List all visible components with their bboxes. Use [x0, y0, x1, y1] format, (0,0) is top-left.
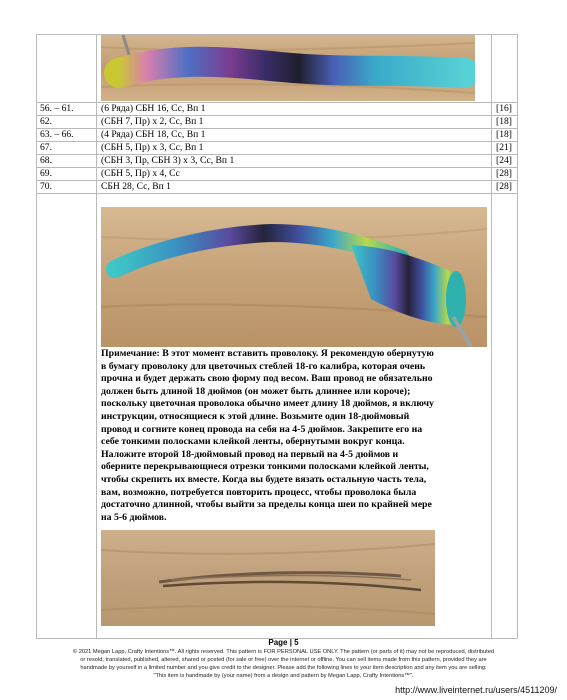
photo-crochet-neck [101, 207, 487, 347]
photo-wire [101, 530, 435, 626]
row-number: 70. [40, 181, 52, 192]
stitch-count: [18] [496, 129, 512, 140]
row-instruction: (СБН 5, Пр) х 4, Сс [101, 168, 180, 179]
row-number: 62. [40, 116, 52, 127]
row-instruction: СБН 28, Сс, Вп 1 [101, 181, 171, 192]
note-line: оберните перекрывающиеся отрезки тонкими полосками клейкой ленты, [101, 461, 429, 473]
row-instruction: (4 Ряда) СБН 18, Сс, Вп 1 [101, 129, 206, 140]
stitch-count: [18] [496, 116, 512, 127]
note-line: Наложите второй 18-дюймовый провод на первый на 4-5 дюймов и [101, 448, 399, 460]
table-col-divider [491, 34, 492, 638]
table-border-left [36, 34, 37, 638]
footer-line: or resold, translated, published, altered, shared or posted (for sale or free) over the internet or offline. You can sell items made from this pattern, provided they are [80, 657, 487, 663]
watermark-url: http://www.liveinternet.ru/users/4511209/ [395, 685, 557, 695]
row-instruction: (6 Ряда) СБН 16, Сс, Вп 1 [101, 103, 206, 114]
note-line: достаточно длинной, чтобы выйти за пределы конца шеи по крайней мере [101, 499, 432, 511]
footer-line: © 2021 Megan Lapp, Crafty Intentions™. All rights reserved. This pattern is FOR PERSONAL USE ONLY. The pattern (or parts of it) may not be reproduced, distributed [72, 649, 495, 655]
note-line: прочна и будет держать свою форму под весом. Ваш провод не обязательно [101, 373, 433, 385]
stitch-count: [16] [496, 103, 512, 114]
stitch-count: [28] [496, 168, 512, 179]
row-number: 68. [40, 155, 52, 166]
note-line: провод и согните конец провода на себя на 4-5 дюймов. Закрепите его на [101, 423, 423, 435]
row-number: 63. – 66. [40, 129, 74, 140]
note-line: должен быть длиной 18 дюймов (он может быть длиннее или короче); [101, 385, 411, 397]
row-number: 69. [40, 168, 52, 179]
row-instruction: (СБН 7, Пр) х 2, Сс, Вп 1 [101, 116, 204, 127]
footer-line: handmade by yourself in a limited number and you give credit to the designer. Please add the following lines to your item description and any item you are selling: [80, 665, 487, 671]
row-number: 67. [40, 142, 52, 153]
footer-line: "This item is handmade by (your name) from a design and pattern by Megan Lapp, Crafty Intentions™". [153, 673, 414, 679]
table-border-right [517, 34, 518, 638]
photo-crochet-tail-1 [101, 35, 475, 101]
note-line: инструкции, относящиеся к этой длине. Возьмите один 18-дюймовый [101, 410, 410, 422]
wire-note [101, 348, 491, 524]
note-line: Примечание: В этот момент вставить проволоку. Я рекомендую обернутую [101, 348, 434, 359]
row-instruction: (СБН 5, Пр) х 3, Сс, Вп 1 [101, 142, 204, 153]
note-line: чтобы скрепить их вместе. Когда вы будете вязать остальную часть тела, [101, 473, 427, 485]
copyright-notice [0, 648, 567, 680]
note-line: поскольку цветочная проволока обычно имеет длину 18 дюймов, я включу [101, 398, 434, 410]
note-line: вам, возможно, потребуется повторить процесс, чтобы проволока была [101, 486, 417, 498]
note-line: на 5-6 дюймов. [101, 511, 167, 523]
table-col-divider [96, 34, 97, 638]
stitch-count: [28] [496, 181, 512, 192]
stitch-count: [21] [496, 142, 512, 153]
table-rule [36, 193, 517, 194]
row-instruction: (СБН 3, Пр, СБН 3) х 3, Сс, Вп 1 [101, 155, 235, 166]
stitch-count: [24] [496, 155, 512, 166]
note-line: в бумагу проволоку для цветочных стеблей 18-го калибра, которая очень [101, 360, 426, 372]
note-line: себе тонкими полосками клейкой ленты, обернутыми вокруг конца. [101, 436, 405, 448]
row-number: 56. – 61. [40, 103, 74, 114]
page-number: Page | 5 [268, 638, 299, 647]
